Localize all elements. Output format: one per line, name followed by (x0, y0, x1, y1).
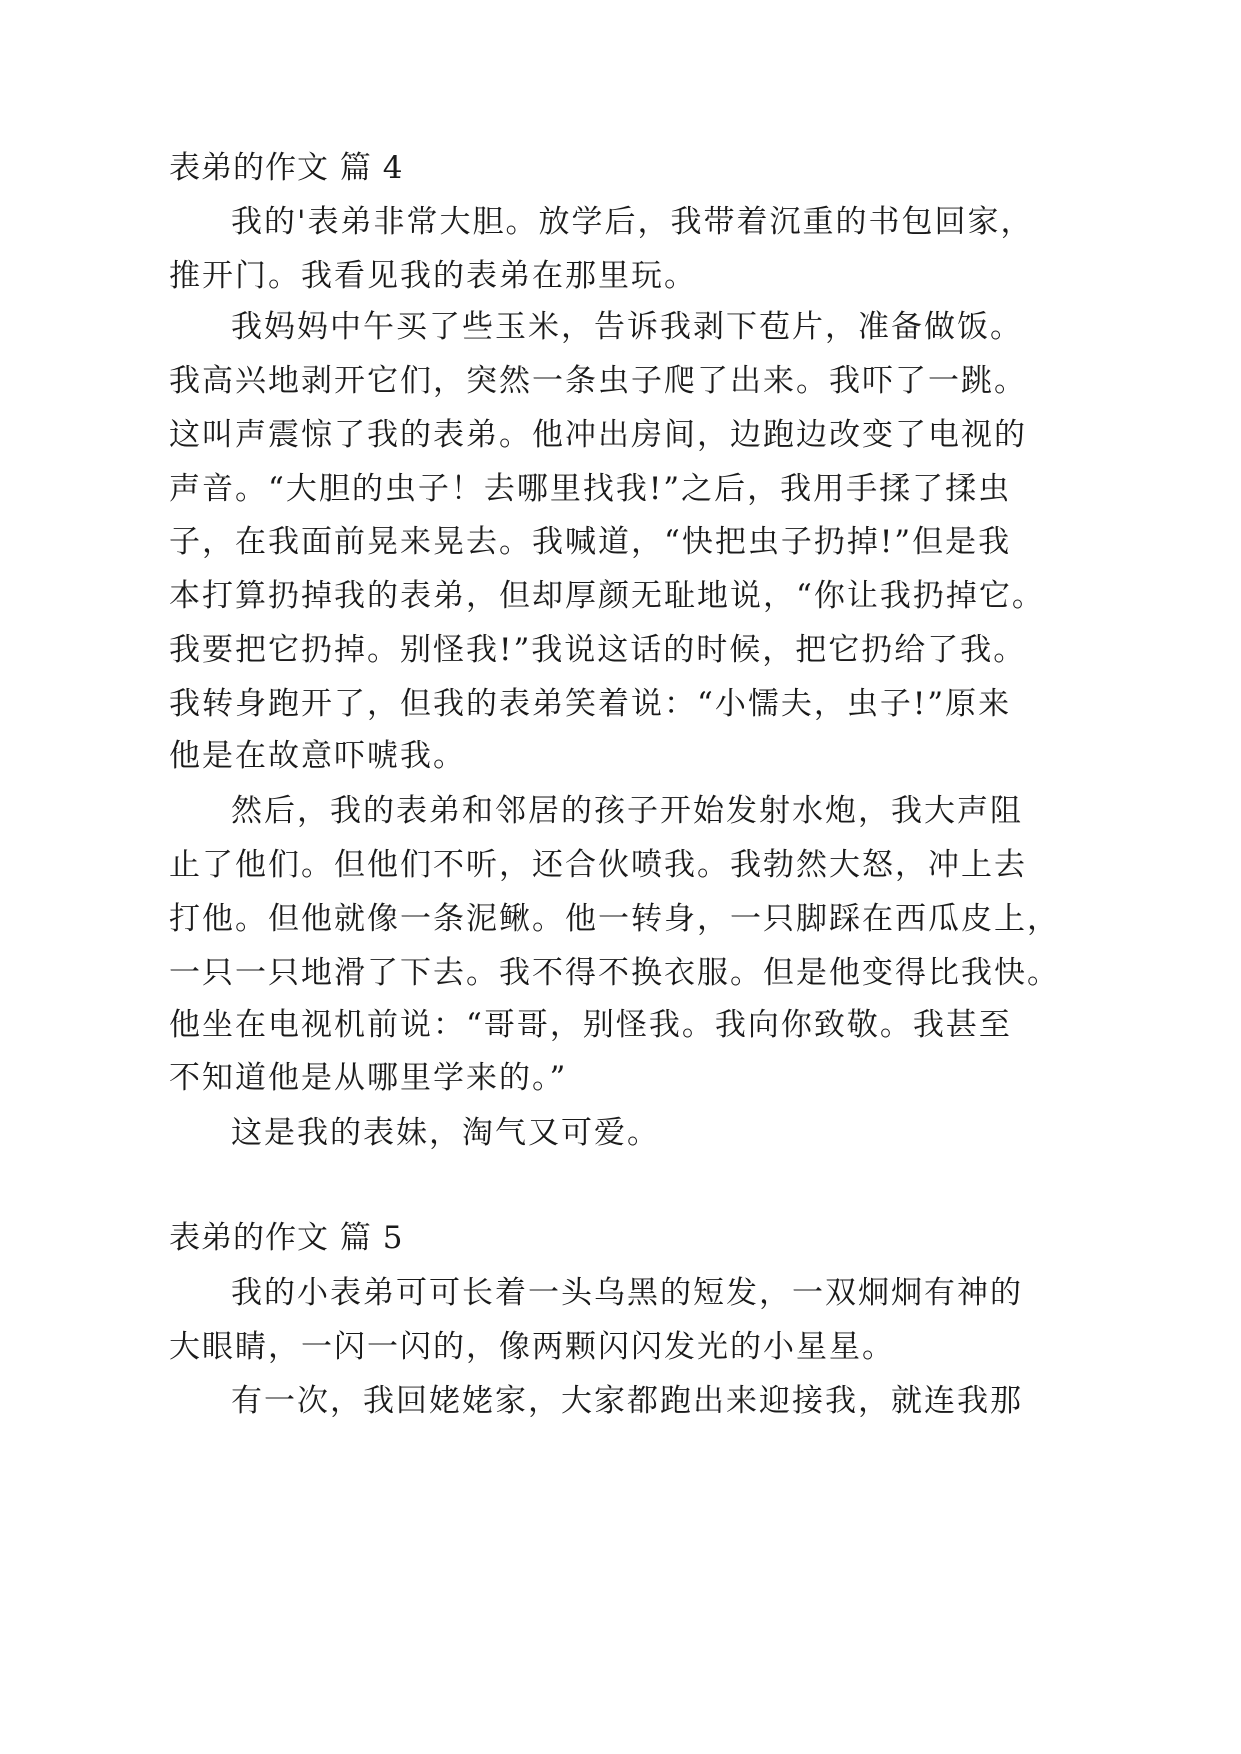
section-heading: 表弟的作文 篇 4 (169, 150, 404, 186)
text-line: 我的'表弟非常大胆。放学后，我带着沉重的书包回家， (231, 204, 1034, 240)
text-line: 我妈妈中午买了些玉米，告诉我剥下苞片，准备做饭。 (231, 309, 1023, 345)
text-line: 他是在故意吓唬我。 (169, 738, 466, 774)
text-line: 子，在我面前晃来晃去。我喊道，“快把虫子扔掉!”但是我 (169, 524, 1012, 560)
text-line: 然后，我的表弟和邻居的孩子开始发射水炮，我大声阻 (231, 793, 1023, 829)
text-line: 他坐在电视机前说：“哥哥，别怪我。我向你致敬。我甚至 (169, 1007, 1012, 1043)
text-line: 声音。“大胆的虫子！去哪里找我!”之后，我用手揉了揉虫 (169, 471, 1012, 507)
text-line: 大眼睛，一闪一闪的，像两颗闪闪发光的小星星。 (169, 1329, 895, 1365)
text-line: 有一次，我回姥姥家，大家都跑出来迎接我，就连我那 (231, 1383, 1023, 1419)
text-line: 打他。但他就像一条泥鳅。他一转身，一只脚踩在西瓜皮上， (169, 901, 1060, 937)
text-line: 这叫声震惊了我的表弟。他冲出房间，边跑边改变了电视的 (169, 417, 1027, 453)
text-line: 我要把它扔掉。别怪我!”我说这话的时候，把它扔给了我。 (169, 632, 1027, 668)
section-heading: 表弟的作文 篇 5 (169, 1220, 404, 1256)
text-line: 这是我的表妹，淘气又可爱。 (231, 1115, 660, 1151)
text-line: 止了他们。但他们不听，还合伙喷我。我勃然大怒，冲上去 (169, 847, 1027, 883)
text-line: 不知道他是从哪里学来的。” (169, 1060, 568, 1096)
text-line: 本打算扔掉我的表弟，但却厚颜无耻地说，“你让我扔掉它。 (169, 578, 1045, 614)
text-line: 我的小表弟可可长着一头乌黑的短发，一双炯炯有神的 (231, 1275, 1023, 1311)
text-line: 我转身跑开了，但我的表弟笑着说：“小懦夫，虫子!”原来 (169, 686, 1012, 722)
text-line: 一只一只地滑了下去。我不得不换衣服。但是他变得比我快。 (169, 955, 1060, 991)
text-line: 我高兴地剥开它们，突然一条虫子爬了出来。我吓了一跳。 (169, 363, 1027, 399)
text-line: 推开门。我看见我的表弟在那里玩。 (169, 258, 697, 294)
